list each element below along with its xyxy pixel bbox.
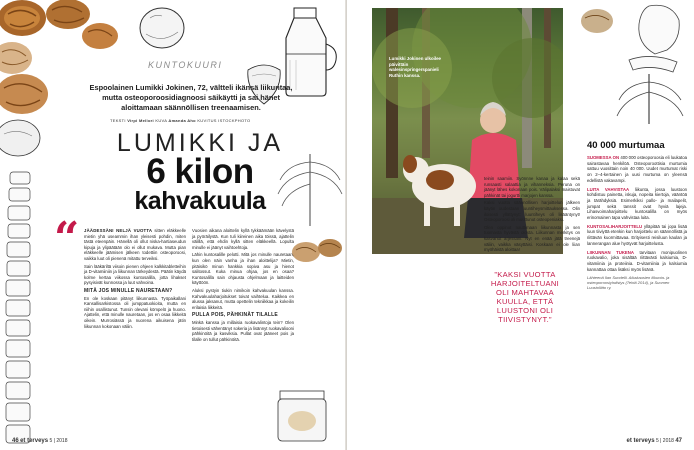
skeleton-illustration <box>609 0 694 130</box>
section-kicker: KUNTOKUURI <box>148 60 223 70</box>
column-2-paragraph-3: Aluksi pystyin tiukin nimikoin kahvakuulan kanssa. Kahvakuulaharjoitukset toivat vaihtelua. Kaikkea en alussa jaksanut, mutta opettelin tekniikkaa ja kokeilin erilaisia liikkeitä. <box>192 287 294 310</box>
photo-caption: Lumikki Jokinen ulkoilee päivittäin walesinspringerspanieli Ruthin kanssa. <box>389 56 441 78</box>
column-2-subheading: PULLA POIS, PÄHKINÄT TILALLE <box>192 312 278 319</box>
spine-illustration <box>0 168 40 450</box>
column-1-subheading: MITÄ JOS MINULLE NAURETAAN? <box>84 287 173 294</box>
right-paragraph-2: Kaksi vuotta säännöllisen harjoittelun jälkeen käytin uudestaan luuntiheysmittauksessa. Olin iloisesti yllättynyt: luuntiheys oli lisääntynyt! Osteoporoosi oli muuttunut osteopeniaksi. <box>484 200 580 223</box>
column-2-paragraph-4: Minkä kanssa ja millaisia ruokavalintoja tein? Olen tietoisesti vähentänyt sokeria ja lisännyt ruokavaliooni pähkinöitä ja kasviksia. Pullat ovat jääneet pois ja tilalle on tullut pähkinöitä. <box>192 319 294 342</box>
jar-illustration <box>272 385 332 445</box>
credit-text-label: TEKSTI <box>110 118 126 123</box>
body-column-2 <box>192 228 294 344</box>
fact-sidebar <box>587 140 687 290</box>
left-page-number: 46 <box>12 438 19 444</box>
column-1-lead: JÄÄDESSÄNI NELJÄ VUOTTA <box>84 228 153 233</box>
headline-line-2: 6 kilon <box>146 152 254 191</box>
column-1-paragraph-2: Sain lääkäriltä viisoin pienen ohjeen kalkkitabletteihin ja D-vitamiiniin ja liikunnan tärkeydestä. Päätin käydä kolme kertaa viikossa kuntosalilla, jotta lihakset pysyisivät kunnossa ja luut vahvoina. <box>84 263 186 286</box>
pull-quote: ”KAKSI VUOTTA HARJOITELTUANI OLI MAHTAVAA KUULLA, ETTÄ LUUSTONI OLI TIIVISTYNYT.” <box>490 270 560 324</box>
left-magazine-name: et terveys <box>20 438 49 444</box>
article-intro: Espoolainen Lumikki Jokinen, 72, vältteli ikänsä liikuntaa, mutta osteoporoosidiagnoosi säikäytti ja sai hänet aloittamaan säännöllisen treenaamisen. <box>89 83 293 112</box>
egg-sketch-illustration <box>132 4 192 54</box>
left-issue: 5 | 2018 <box>49 438 68 444</box>
right-issue: 5 | 2018 <box>655 438 674 444</box>
credit-photo-label: KUVA <box>155 118 167 123</box>
walnut-pieces-illustration <box>290 232 347 272</box>
right-paragraph-3: Olen oppinut nauttimaan liikunnasta ja sen tuomasta hyvästä olosta. Liikunnan merkitys on kasvanut arjessani. Nyt en enää jätä treenejä väliin, vaikka väsyttäisi. Koskaan ei ole liian myöhäistä aloittaa! <box>484 224 580 253</box>
column-2-paragraph-2: Lähin kuntosalille pelotti. Mitä jos minulle nauretaan, kun olen näin vanha ja ihan aloittelija? Mietin, pitäisikö minun hankkia sopiva asu ja hienot salitossut. Kuka minua ohjaa, jos en osaa? Kuntosalilla sain ohjausta ohjelmaan ja laitteiden käyttöön. <box>192 252 294 286</box>
right-folio <box>627 438 682 444</box>
right-body-column <box>484 176 580 255</box>
sidebar-paragraph-3: KUNTOSALIHARJOITTELU ylläpitää tai jopa lisää luun tiiviyttä etenkin kun harjoittelu on säännöllistä ja riittävän kuormittavaa. Erityisesti reisiluun kaulan ja lannerangan alue hyötyvät harjoittelusta. <box>587 223 687 246</box>
body-column-1 <box>84 228 186 331</box>
credit-text-author: Virpi Mellori <box>127 118 154 123</box>
left-folio <box>12 438 67 444</box>
right-magazine-name: et terveys <box>626 438 655 444</box>
sidebar-paragraph-4: LIIKUNNAN TUKENA tarvitaan monipuolinen ruokavalio, joka sisältää riittävästi kalsiumia, D-vitamiinia ja proteiinia. D-vitamiinia ja kalsiumia kannattaa ottaa lisäksi myös lisänä. <box>587 249 687 272</box>
sidebar-paragraph-2: LUITA VAHVISTAA liikunta, jossa luustoon kohdistuu painetta, iskuja, nopeita kiertoja, vääntöä ja tärähdyksiä. Esimerkiksi pallo- ja mailapelit, jumpat sekä tanssit ovat hyviä lajeja. Lihasvoimaharjoittelu kuntosalilla on myös erinomainen tapa vahvistaa luita. <box>587 186 687 221</box>
sidebar-paragraph-1: SUOMESSA ON 400 000 osteoporoosia eli luukatoa sairastavaa henkilöä. Osteoporoottisia murtumia sattuu vuosittain noin 40 000. Uudet murtumat riski on 2–4-kertainen ja uusi murtuma on yleensä edellistä vakavampi. <box>587 155 688 183</box>
headline-line-1: LUMIKKI JA <box>116 129 284 157</box>
sidebar-title: 40 000 murtumaa <box>587 140 665 151</box>
column-1-paragraph-1: sitten eläkkeelle mietin yhä useammin ihan yleisesti pohdin, miten tästä eteenpäin. Hänellä oli ollut niska-hartiaseudun kipuja ja ylipäätään olo ei ollut mukava. Mutta pian eläkkeelle jäämisen jälkeen todettiin osteoporoosi, vaikka luut oli pienenä mitattu terveiksi. <box>84 228 186 261</box>
right-page <box>347 0 694 450</box>
right-paragraph-1: teinin saamiin. Syönnne kanaa ja kalaa sekä runsaasti salaattia ja vihanneksia. Peruna on jäänyt lähes kokonaan pois. Välipalaksi maistuvat pähkinät tai jogurtti marjojen kanssa. <box>484 176 580 198</box>
credit-extra: KUVITUS ISTOCKPHOTO <box>197 118 251 123</box>
column-2-paragraph-1: Vuosien aikana aloittelin kyllä tykkäämään kävelystä ja pyöräilystä. Kun tuli kiireinen aika töissä, ajattelin välillä, että ehdin kyllä sitten eläkkeellä. Lopulta minulle ei jäänyt vaihtoehtoja. <box>192 228 294 250</box>
sidebar-source-note: Lähteenä Ilan Sundelli. Aikakausien liikunta- ja osteoporoosiyhdistys (Tehtä 2014), ja Suomen Luustoliitto ry. <box>587 275 670 291</box>
column-1-paragraph-3: En ole koskaan pitänyt liikunnasta. Työpaikallani Kansallisarkistossa oli jumppatuokioita, mutta en niihin osallistunut. Tunsin olevani kömpelö ja huono. Ajattelin, että minulle nauretaan, jos en osaa liikkeitä oikein. Murrosiässä ja nuorena aikuisena jätin liikunnan kokonaan väliin. <box>84 295 186 329</box>
walnut-illustration-top <box>0 0 130 80</box>
walnut-illustration-mid <box>0 74 60 164</box>
quote-mark-icon: “ <box>54 213 80 264</box>
article-credits <box>110 118 250 123</box>
credit-photo-author: Amanda Aho <box>168 118 196 123</box>
article-headline <box>110 130 290 214</box>
right-page-number: 47 <box>675 438 682 444</box>
headline-line-3: kahvakuula <box>134 187 266 215</box>
